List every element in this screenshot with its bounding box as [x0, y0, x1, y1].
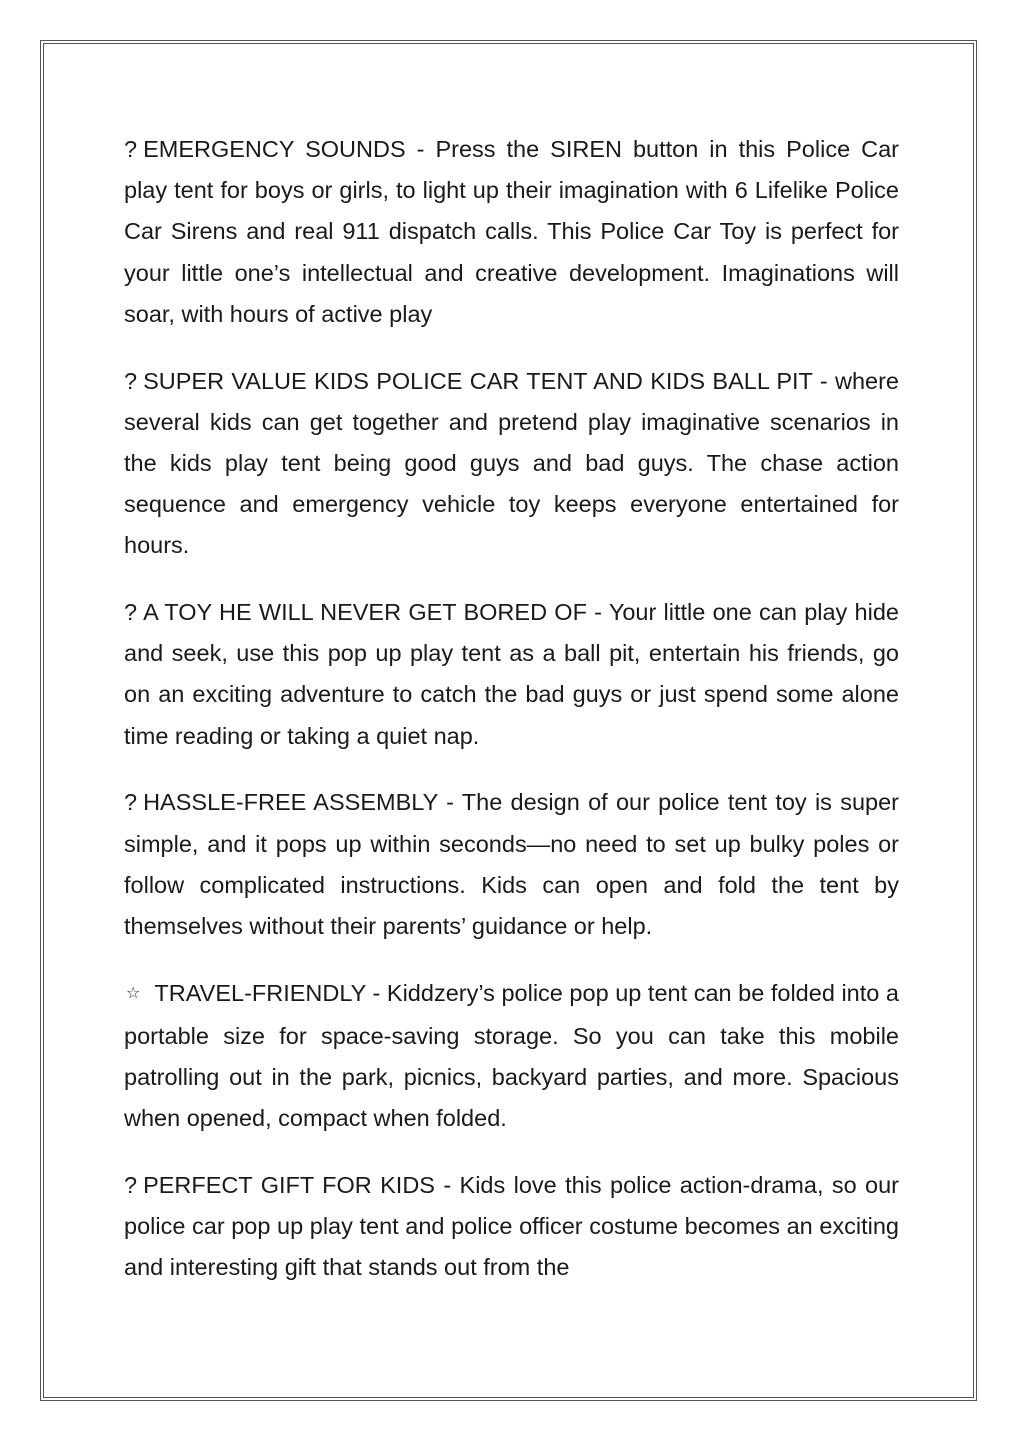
paragraph-text: HASSLE-FREE ASSEMBLY - The design of our police tent toy is super simple, and it pops up within seconds—no need to set up bulky poles or follow complicated instructions. Kids can open and fold the tent by themselves without their parents’ guidance or help.	[124, 789, 899, 939]
bullet-marker: ?	[124, 599, 138, 626]
paragraph-text: PERFECT GIFT FOR KIDS - Kids love this police action-drama, so our police car pop up play tent and police officer costume becomes an exciting and interesting gift that stands out from the	[124, 1171, 899, 1281]
bullet-marker: ?	[124, 1171, 138, 1198]
paragraph-text: TRAVEL-FRIENDLY - Kiddzery’s police pop up tent can be folded into a portable size for space-saving storage. So you can take this mobile patrolling out in the park, picnics, backyard parties, and more. Spacious when opened, compact when folded.	[124, 979, 899, 1132]
paragraph-never-bored	[124, 592, 899, 757]
bullet-marker: ?	[124, 789, 138, 816]
paragraph-travel-friendly	[124, 973, 899, 1140]
bullet-marker: ?	[124, 367, 138, 394]
paragraph-text: SUPER VALUE KIDS POLICE CAR TENT AND KIDS BALL PIT - where several kids can get together and pretend play imaginative scenarios in the kids play tent being good guys and bad guys. The chase action sequence and emergency vehicle toy keeps everyone entertained for hours.	[124, 367, 899, 559]
star-icon: ☆	[126, 982, 141, 1002]
paragraph-text: A TOY HE WILL NEVER GET BORED OF - Your little one can play hide and seek, use this pop up play tent as a ball pit, entertain his friends, go on an exciting adventure to catch the bad guys or just spend some alone time reading or taking a quiet nap.	[124, 599, 899, 749]
document-body	[124, 129, 899, 1314]
paragraph-emergency-sounds	[124, 129, 899, 335]
paragraph-hassle-free	[124, 782, 899, 947]
paragraph-text: EMERGENCY SOUNDS - Press the SIREN button in this Police Car play tent for boys or girls, to light up their imagination with 6 Lifelike Police Car Sirens and real 911 dispatch calls. This Police Car Toy is perfect for your little one’s intellectual and creative development. Imaginations will soar, with hours of active play	[124, 136, 899, 327]
paragraph-perfect-gift	[124, 1165, 899, 1289]
paragraph-super-value	[124, 361, 899, 567]
bullet-marker: ?	[124, 136, 138, 162]
